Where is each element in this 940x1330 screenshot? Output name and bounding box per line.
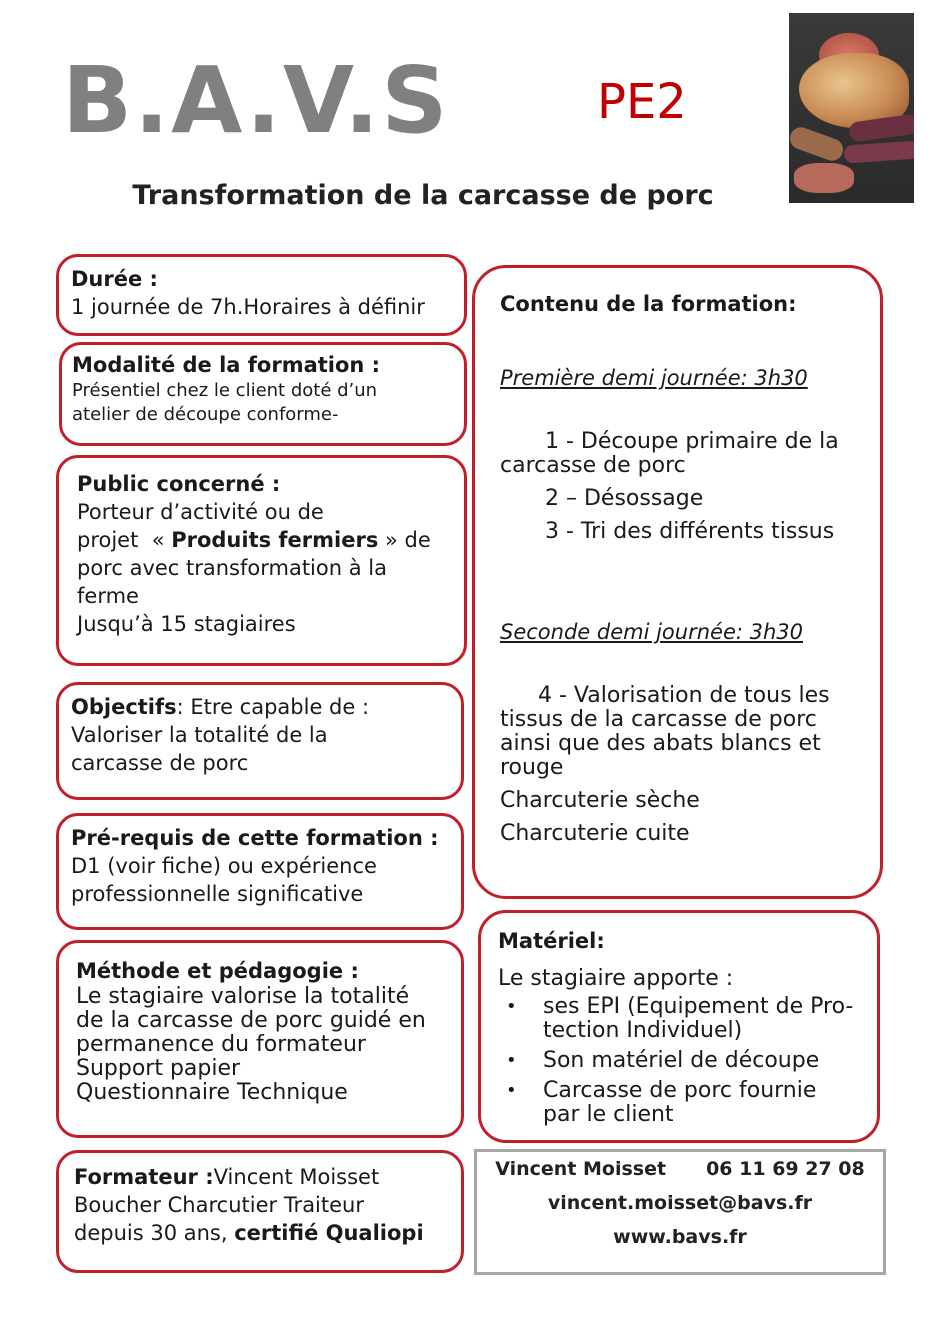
contact-box	[474, 1149, 886, 1275]
formateur-line-2: Boucher Charcutier Traiteur	[74, 1193, 364, 1217]
materiel-box	[478, 910, 880, 1143]
bavs-logo: B.A.V.S	[62, 47, 450, 154]
public-label: Public concerné :	[77, 472, 281, 496]
objectifs-label-rest: : Etre capable de :	[176, 695, 370, 719]
modalite-line-2: atelier de découpe conforme-	[72, 404, 339, 425]
formateur-label: Formateur :	[74, 1165, 214, 1189]
page-title: Transformation de la carcasse de porc	[132, 180, 714, 211]
methode-line-1: Le stagiaire valorise la totalité	[76, 984, 410, 1009]
methode-line-5: Questionnaire Technique	[76, 1080, 348, 1105]
contenu-box	[472, 265, 883, 899]
formateur-name: Vincent Moisset	[213, 1165, 380, 1189]
item-4c: ainsi que des abats blancs et	[500, 731, 821, 756]
contact-website[interactable]: www.bavs.fr	[613, 1226, 747, 1248]
public-line-2a: projet «	[77, 528, 172, 552]
contact-email[interactable]: vincent.moisset@bavs.fr	[547, 1192, 813, 1214]
materiel-item-1a: ses EPI (Equipement de Pro-	[543, 994, 854, 1019]
part-1-heading: Première demi journée: 3h30	[500, 366, 808, 390]
item-4a: 4 - Valorisation de tous les	[538, 683, 830, 708]
formateur-heading	[74, 1163, 461, 1191]
duree-box	[56, 254, 467, 336]
objectifs-box	[56, 682, 464, 800]
part-2-heading: Seconde demi journée: 3h30	[500, 620, 804, 644]
materiel-intro: Le stagiaire apporte :	[498, 966, 734, 991]
materiel-item-2-text: Son matériel de découpe	[543, 1048, 820, 1073]
item-1b: carcasse de porc	[500, 453, 686, 478]
materiel-item-1	[498, 995, 877, 1043]
materiel-item-3b: par le client	[543, 1102, 674, 1127]
produits-fermiers: Produits fermiers	[171, 528, 379, 552]
formateur-box	[56, 1150, 464, 1273]
objectifs-heading	[71, 693, 461, 721]
materiel-list	[498, 995, 877, 1127]
item-2: 2 – Désossage	[545, 486, 704, 511]
materiel-item-1b: tection Individuel)	[543, 1018, 743, 1043]
methode-box	[56, 940, 464, 1138]
public-line-1: Porteur d’activité ou de	[77, 500, 324, 524]
course-code: PE2	[597, 74, 687, 130]
duree-label: Durée :	[71, 267, 158, 291]
item-4d: rouge	[500, 755, 564, 780]
prerequis-line-1: D1 (voir fiche) ou expérience	[71, 854, 377, 878]
public-line-3: porc avec transformation à la	[77, 556, 387, 580]
duree-text: 1 journée de 7h.Horaires à définir	[71, 295, 425, 319]
methode-line-3: permanence du formateur	[76, 1032, 366, 1057]
public-line-5: Jusqu’à 15 stagiaires	[77, 612, 296, 636]
modalite-label: Modalité de la formation :	[72, 353, 381, 377]
item-4b: tissus de la carcasse de porc	[500, 707, 817, 732]
prerequis-line-2: professionnelle significative	[71, 882, 364, 906]
item-3: 3 - Tri des différents tissus	[545, 519, 835, 544]
item-1a: 1 - Découpe primaire de la	[545, 429, 839, 454]
prerequis-label: Pré-requis de cette formation :	[71, 826, 439, 850]
materiel-item-3a: Carcasse de porc fournie	[543, 1078, 817, 1103]
formateur-line-3a: depuis 30 ans,	[74, 1221, 235, 1245]
item-6: Charcuterie cuite	[500, 821, 690, 846]
contact-phone[interactable]: 06 11 69 27 08	[706, 1158, 865, 1180]
objectifs-label: Objectifs	[71, 695, 177, 719]
modalite-box	[59, 342, 467, 446]
public-line-2	[77, 526, 464, 554]
public-line-2b: » de	[378, 528, 431, 552]
modalite-line-1: Présentiel chez le client doté d’un	[72, 380, 378, 401]
public-line-4: ferme	[77, 584, 139, 608]
prerequis-box	[56, 813, 464, 930]
methode-label: Méthode et pédagogie :	[76, 959, 359, 983]
contact-name: Vincent Moisset	[495, 1158, 667, 1180]
materiel-item-2	[498, 1049, 877, 1073]
objectifs-line-1: Valoriser la totalité de la	[71, 723, 328, 747]
methode-line-4: Support papier	[76, 1056, 241, 1081]
materiel-label: Matériel:	[498, 929, 605, 953]
formateur-line-3	[74, 1219, 461, 1247]
contenu-label: Contenu de la formation:	[500, 292, 797, 316]
item-5: Charcuterie sèche	[500, 788, 700, 813]
methode-line-2: de la carcasse de porc guidé en	[76, 1008, 426, 1033]
charcuterie-photo	[789, 13, 914, 203]
public-box	[56, 455, 467, 666]
materiel-item-3	[498, 1079, 877, 1127]
objectifs-line-2: carcasse de porc	[71, 751, 249, 775]
qualiopi: certifié Qualiopi	[234, 1221, 424, 1245]
